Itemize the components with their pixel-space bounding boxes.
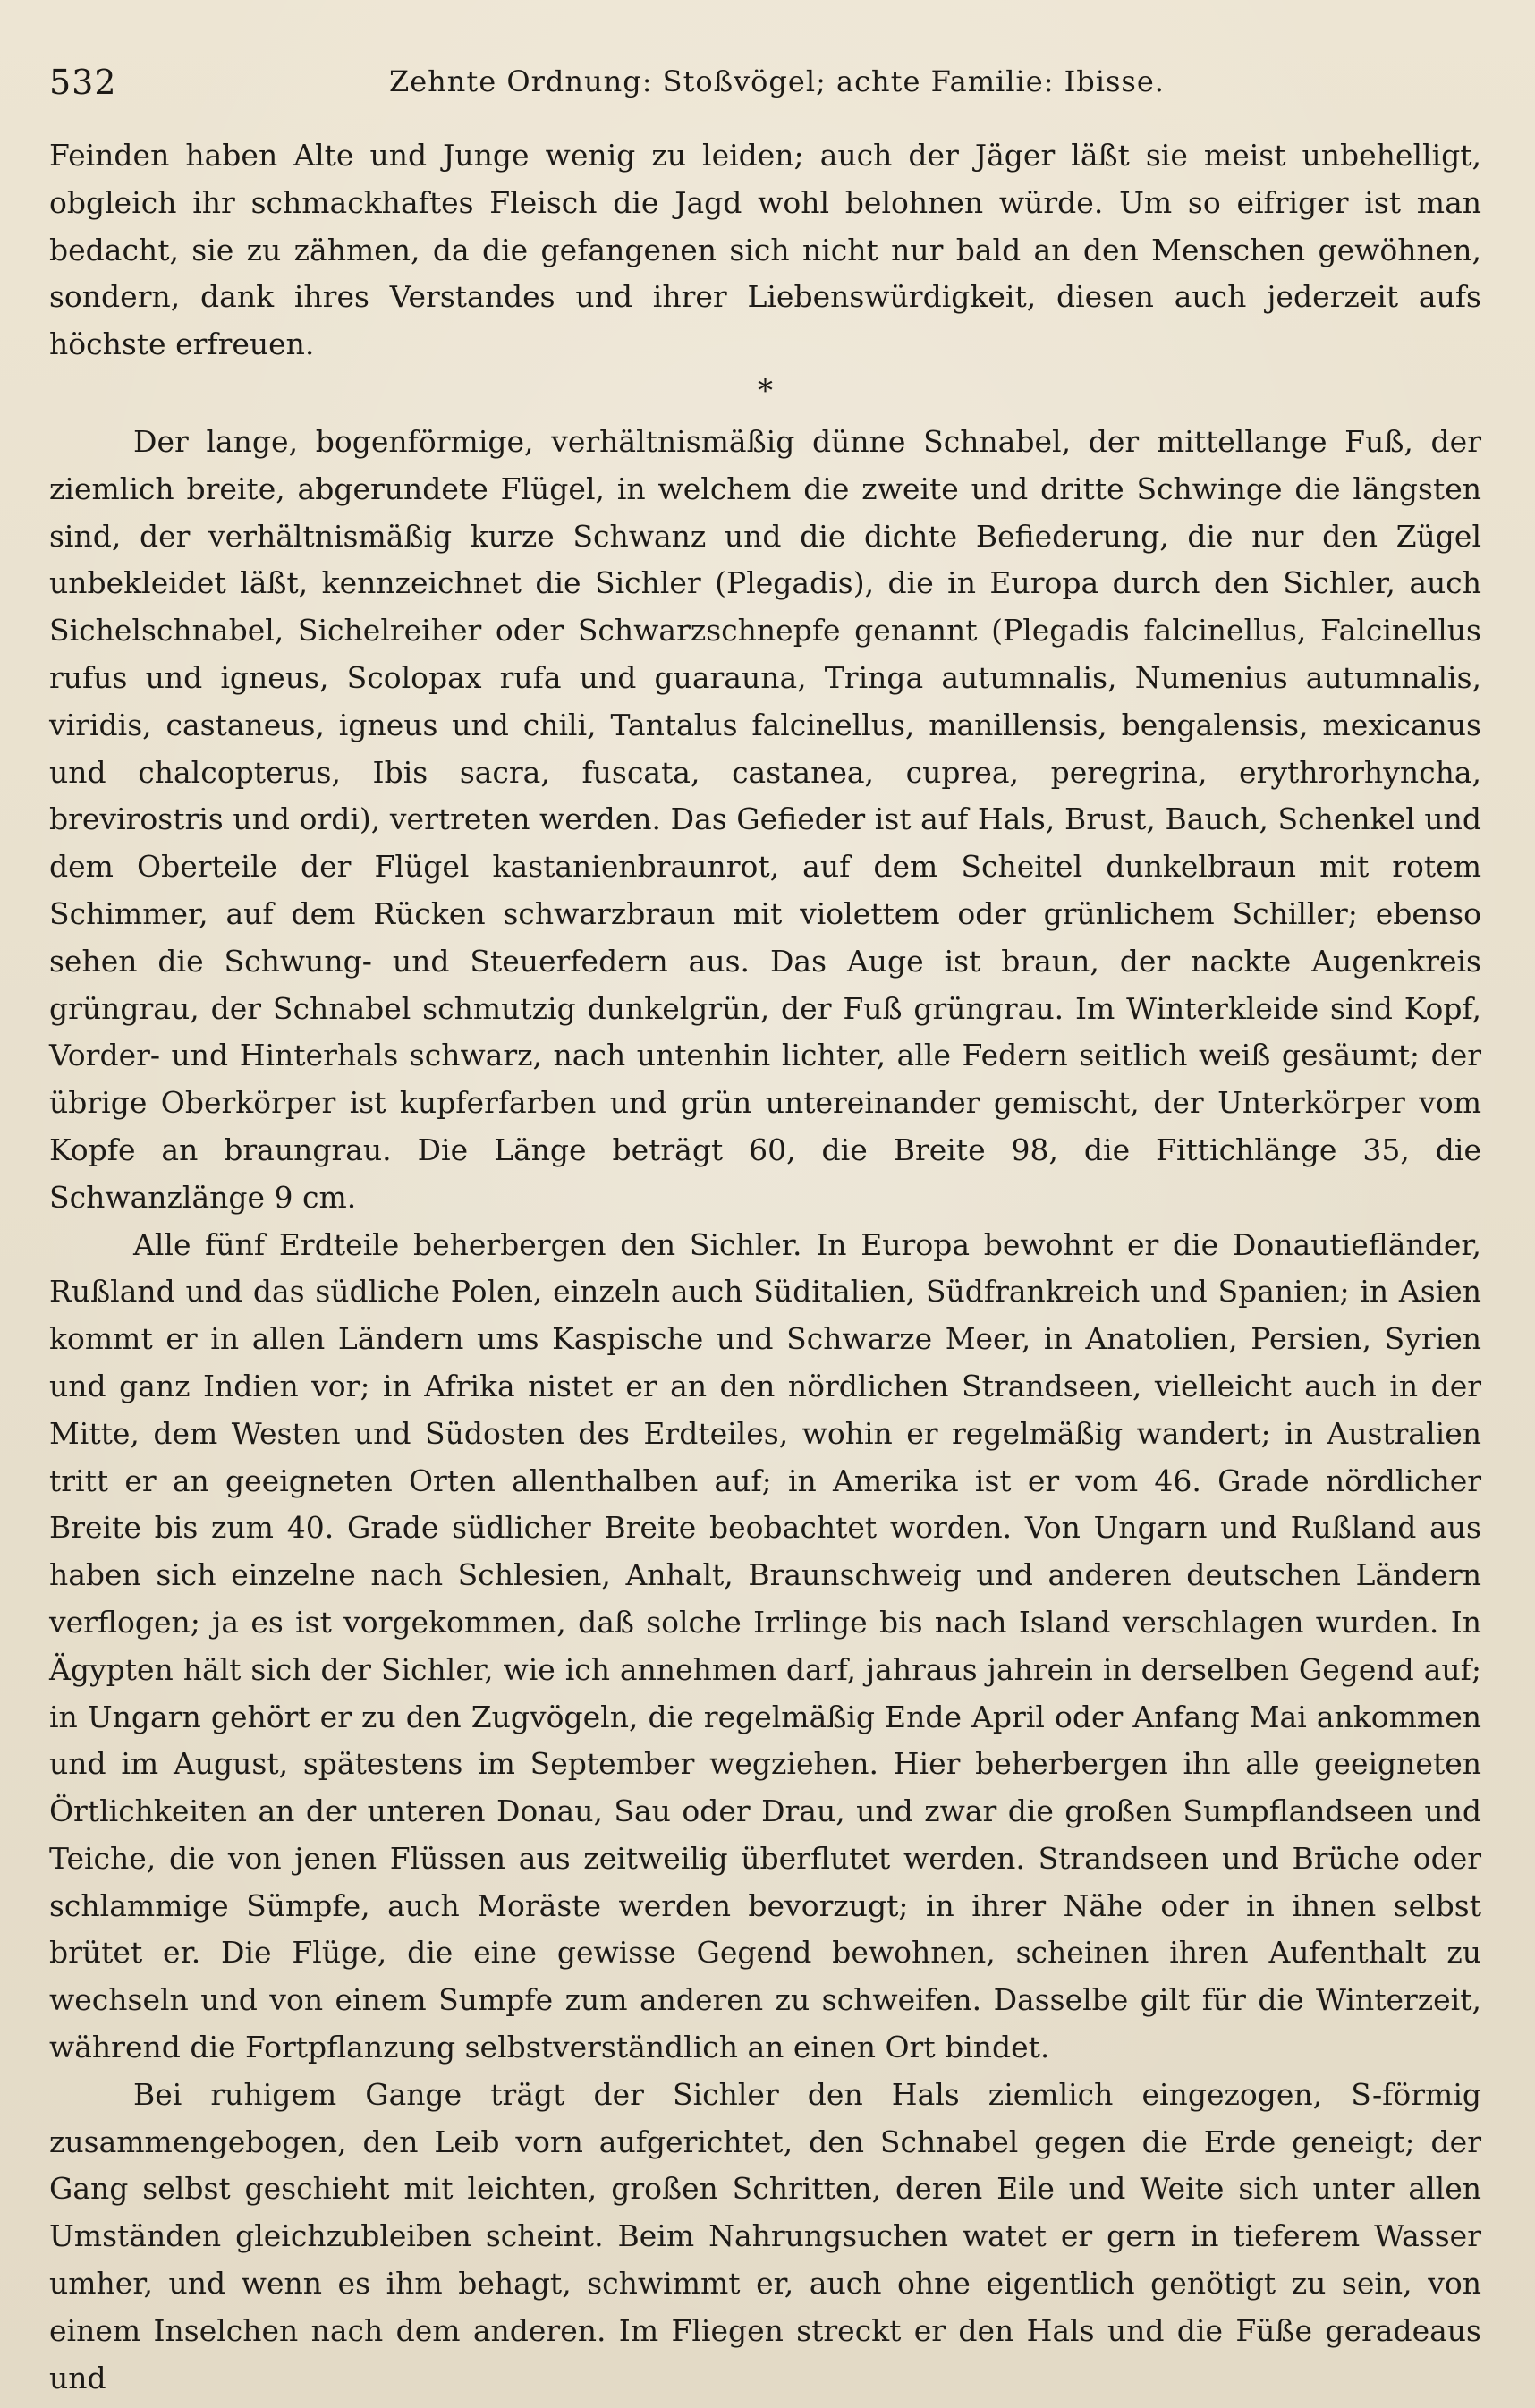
paragraph-distribution: Alle fünf Erdteile beherbergen den Sichler. In Europa bewohnt er die Donautiefländer, Rußland und das südliche Polen, einzeln auch Süditalien, Südfrankreich und Spanien; in Asien kommt er in allen Ländern ums Kaspische und Schwarze Meer, in Anatolien, Persien, Syrien und ganz Indien vor; in Afrika nistet er an den nördlichen Strandseen, vielleicht auch in der Mitte, dem Westen und Südosten des Erdteiles, wohin er regelmäßig wandert; in Australien tritt er an geeigneten Orten allenthalben auf; in Amerika ist er vom 46. Grade nördlicher Breite bis zum 40. Grade südlicher Breite beobachtet worden. Von Ungarn und Rußland aus haben sich einzelne nach Schlesien, Anhalt, Braunschweig und anderen deutschen Ländern verflogen; ja es ist vorgekommen, daß solche Irrlinge bis nach Island verschlagen wurden. In Ägypten hält sich der Sichler, wie ich annehmen darf, jahraus jahrein in derselben Gegend auf; in Ungarn gehört er zu den Zugvögeln, die regelmäßig Ende April oder Anfang Mai ankommen und im August, spätestens im September wegziehen. Hier beherbergen ihn alle geeigneten Örtlichkeiten an der unteren Donau, Sau oder Drau, und zwar die großen Sumpflandseen und Teiche, die von jenen Flüssen aus zeitweilig überflutet werden. Strandseen und Brüche oder schlammige Sümpfe, auch Moräste werden bevorzugt; in ihrer Nähe oder in ihnen selbst brütet er. Die Flüge, die eine gewisse Gegend bewohnen, scheinen ihren Aufenthalt zu wechseln und von einem Sumpfe zum anderen zu schweifen. Dasselbe gilt für die Winterzeit, während die Fortpflanzung selbstverständlich an einen Ort bindet. [49, 1226, 1481, 2065]
paragraph-behaviour: Bei ruhigem Gange trägt der Sichler den Hals ziemlich eingezogen, S-förmig zusammengebogen, den Leib vorn aufgerichtet, den Schnabel gegen die Erde geneigt; der Gang selbst geschieht mit leichten, großen Schritten, deren Eile und Weite sich unter allen Umständen gleichzubleiben scheint. Beim Nahrungsuchen watet er gern in tieferem Wasser umher, und wenn es ihm behagt, schwimmt er, auch ohne eigentlich genötigt zu sein, von einem Inselchen nach dem anderen. Im Fliegen streckt er den Hals und die Füße geradeaus und [49, 2076, 1481, 2395]
paragraph-continuation: Feinden haben Alte und Junge wenig zu leiden; auch der Jäger läßt sie meist unbehelligt, obgleich ihr schmackhaftes Fleisch die Jagd wohl belohnen würde. Um so eifriger ist man bedacht, sie zu zähmen, da die gefangenen sich nicht nur bald an den Menschen gewöhnen, sondern, dank ihres Verstandes und ihrer Liebenswürdigkeit, diesen auch jederzeit aufs höchste erfreuen. [49, 138, 1481, 362]
paragraph-description: Der lange, bogenförmige, verhältnismäßig dünne Schnabel, der mittellange Fuß, der ziemlich breite, abgerundete Flügel, in welchem die zweite und dritte Schwinge die längsten sind, der verhältnismäßig kurze Schwanz und die dichte Befiederung, die nur den Zügel unbekleidet läßt, kennzeichnet die Sichler (Plegadis), die in Europa durch den Sichler, auch Sichelschnabel, Sichelreiher oder Schwarzschnepfe genannt (Plegadis falcinellus, Falcinellus rufus und igneus, Scolopax rufa und guarauna, Tringa autumnalis, Numenius autumnalis, viridis, castaneus, igneus und chili, Tantalus falcinellus, manillensis, bengalensis, mexicanus und chalcopterus, Ibis sacra, fuscata, castanea, cuprea, peregrina, erythrorhyncha, brevirostris und ordi), vertreten werden. Das Gefieder ist auf Hals, Brust, Bauch, Schenkel und dem Oberteile der Flügel kastanienbraunrot, auf dem Scheitel dunkelbraun mit rotem Schimmer, auf dem Rücken schwarzbraun mit violettem oder grünlichem Schiller; ebenso sehen die Schwung- und Steuerfedern aus. Das Auge ist braun, der nackte Augenkreis grüngrau, der Schnabel schmutzig dunkelgrün, der Fuß grüngrau. Im Winterkleide sind Kopf, Vorder- und Hinterhals schwarz, nach untenhin lichter, alle Federn seitlich weiß gesäumt; der übrige Oberkörper ist kupferfarben und grün untereinander gemischt, der Unterkörper vom Kopfe an braungrau. Die Länge beträgt 60, die Breite 98, die Fittichlänge 35, die Schwanzlänge 9 cm. [49, 423, 1481, 1215]
running-head-title: Zehnte Ordnung: Stoßvögel; achte Familie: Ibisse. [389, 64, 1165, 98]
section-separator-asterisk: * [758, 372, 773, 409]
body-text [49, 132, 1481, 2402]
page-number: 532 [49, 63, 117, 102]
running-head [49, 63, 1481, 109]
